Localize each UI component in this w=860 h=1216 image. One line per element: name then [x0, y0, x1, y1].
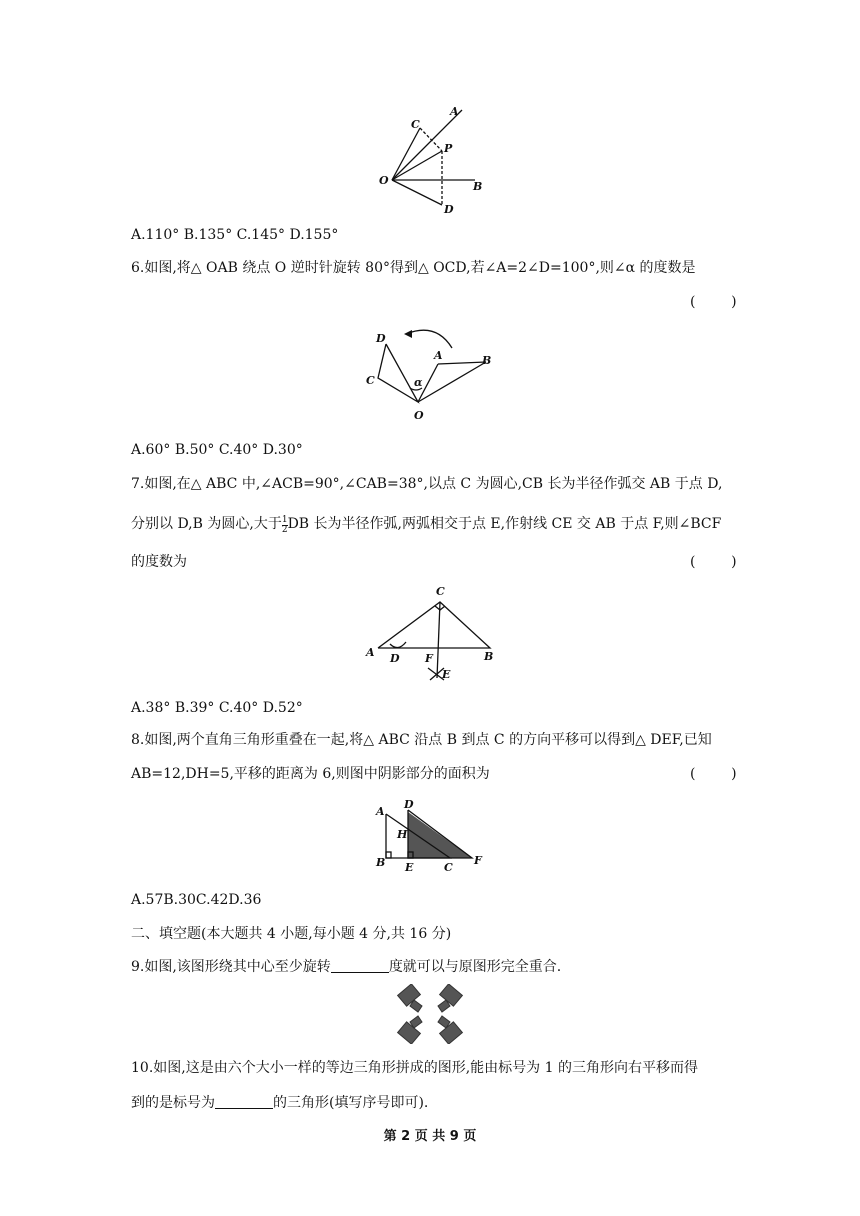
q9-text — [131, 957, 561, 977]
q6-text: 6.如图,将△ OAB 绕点 O 逆时针旋转 80°得到△ OCD,若∠A=2∠D=100°,则∠α 的度数是 — [131, 260, 696, 276]
q7-figure — [360, 582, 500, 686]
frac-denominator: 2 — [281, 525, 288, 535]
label-C: C — [366, 374, 375, 387]
label-F: F — [474, 854, 482, 867]
section-heading: 二、填空题(本大题共 4 小题,每小题 4 分,共 16 分) — [131, 926, 452, 942]
q8-answer-paren: ( ) — [690, 766, 737, 782]
q7-line2-b: DB 长为半径作弧,两弧相交于点 E,作射线 CE 交 AB 于点 F,则∠BCF — [287, 516, 722, 532]
label-H: H — [397, 828, 408, 841]
q9-text-a: 9.如图,该图形绕其中心至少旋转 — [131, 959, 331, 975]
label-A: A — [434, 349, 443, 362]
q9-answer-blank[interactable] — [331, 958, 389, 973]
q8-figure — [368, 798, 498, 878]
q10-answer-blank[interactable] — [215, 1094, 273, 1109]
q5-figure — [370, 100, 490, 220]
q7-line2-a: 分别以 D,B 为圆心,大于 — [131, 516, 282, 532]
label-D: D — [376, 332, 386, 345]
q6-answer-paren: ( ) — [690, 294, 737, 310]
label-P: P — [444, 142, 453, 155]
q5-options: A.110° B.135° C.145° D.155° — [131, 227, 339, 243]
q10-line2-a: 到的是标号为 — [131, 1095, 215, 1111]
q8-line2: AB=12,DH=5,平移的距离为 6,则图中阴影部分的面积为 — [131, 766, 490, 782]
q9-figure — [394, 984, 466, 1044]
label-E: E — [442, 668, 451, 681]
q6-figure — [358, 318, 498, 428]
q7-options: A.38° B.39° C.40° D.52° — [131, 700, 303, 716]
q7-line3: 的度数为 — [131, 554, 187, 570]
label-B: B — [473, 180, 483, 193]
label-F: F — [425, 652, 433, 665]
label-B: B — [484, 650, 494, 663]
label-A: A — [376, 805, 385, 818]
label-D: D — [390, 652, 400, 665]
label-C: C — [444, 861, 453, 874]
q8-options: A.57B.30C.42D.36 — [131, 892, 262, 908]
label-D: D — [444, 203, 454, 216]
label-A: A — [450, 105, 459, 118]
page-footer: 第 2 页 共 9 页 — [383, 1129, 477, 1144]
label-D: D — [404, 798, 414, 811]
label-O: O — [379, 174, 389, 187]
q10-line2-b: 的三角形(填写序号即可). — [273, 1095, 429, 1111]
label-E: E — [405, 861, 414, 874]
label-alpha: α — [414, 376, 423, 389]
q6-options: A.60° B.50° C.40° D.30° — [131, 442, 303, 458]
label-B: B — [482, 354, 492, 367]
label-A: A — [366, 646, 375, 659]
q7-answer-paren: ( ) — [690, 554, 737, 570]
q10-line1: 10.如图,这是由六个大小一样的等边三角形拼成的图形,能由标号为 1 的三角形向右平移而得 — [131, 1060, 698, 1076]
label-C: C — [436, 585, 445, 598]
label-O: O — [414, 409, 424, 422]
q8-line1: 8.如图,两个直角三角形重叠在一起,将△ ABC 沿点 B 到点 C 的方向平移可以得到△ DEF,已知 — [131, 732, 712, 748]
label-C: C — [411, 118, 420, 131]
q9-text-b: 度就可以与原图形完全重合. — [388, 959, 562, 975]
q7-line2 — [131, 514, 721, 535]
q10-line2 — [131, 1093, 428, 1113]
label-B: B — [376, 856, 386, 869]
q7-line1: 7.如图,在△ ABC 中,∠ACB=90°,∠CAB=38°,以点 C 为圆心,CB 长为半径作弧交 AB 于点 D, — [131, 476, 723, 492]
frac-numerator: 1 — [281, 515, 288, 525]
